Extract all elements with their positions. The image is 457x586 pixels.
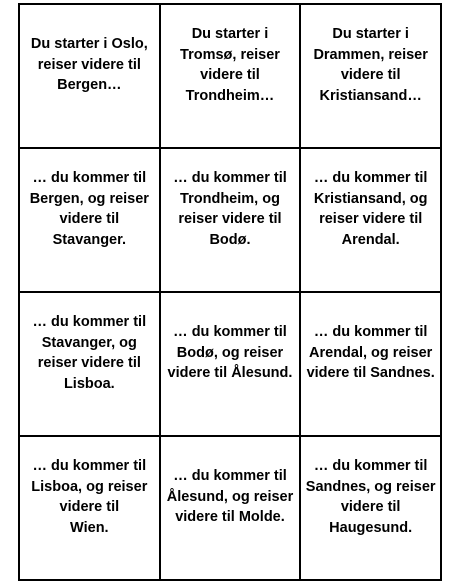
card-8	[161, 293, 302, 437]
card-text: … du kommer til Lisboa, og reiser videre til Wien.	[31, 458, 148, 536]
card-12	[301, 437, 442, 581]
card-text: Du starter i Oslo, reiser videre til Bergen…	[30, 36, 148, 94]
card-2	[161, 5, 302, 149]
card-text: … du kommer til Bergen, og reiser videre til Stavanger.	[29, 170, 149, 248]
card-text: … du kommer til Trondheim, og reiser videre til Bodø.	[173, 170, 287, 248]
card-text: … du kommer til Kristiansand, og reiser videre til Arendal.	[313, 170, 428, 248]
card-3	[301, 5, 442, 149]
card-5	[161, 149, 302, 293]
card-text: … du kommer til Stavanger, og reiser videre til Lisboa.	[32, 314, 147, 392]
card-text: Du starter i Tromsø, reiser videre til Trondheim…	[180, 26, 280, 104]
card-1	[20, 5, 161, 149]
card-text: … du kommer til Sandnes, og reiser videre til Haugesund.	[305, 458, 436, 536]
card-text: … du kommer til Arendal, og reiser videre til Sandnes.	[306, 324, 435, 382]
card-6	[301, 149, 442, 293]
card-text: … du kommer til Bodø, og reiser videre til Ålesund.	[167, 324, 293, 382]
card-7	[20, 293, 161, 437]
card-10	[20, 437, 161, 581]
card-4	[20, 149, 161, 293]
card-9	[301, 293, 442, 437]
card-text: Du starter i Drammen, reiser videre til Kristiansand…	[313, 26, 428, 104]
card-text: … du kommer til Ålesund, og reiser videre til Molde.	[166, 468, 294, 526]
card-11	[161, 437, 302, 581]
card-grid	[18, 3, 442, 581]
